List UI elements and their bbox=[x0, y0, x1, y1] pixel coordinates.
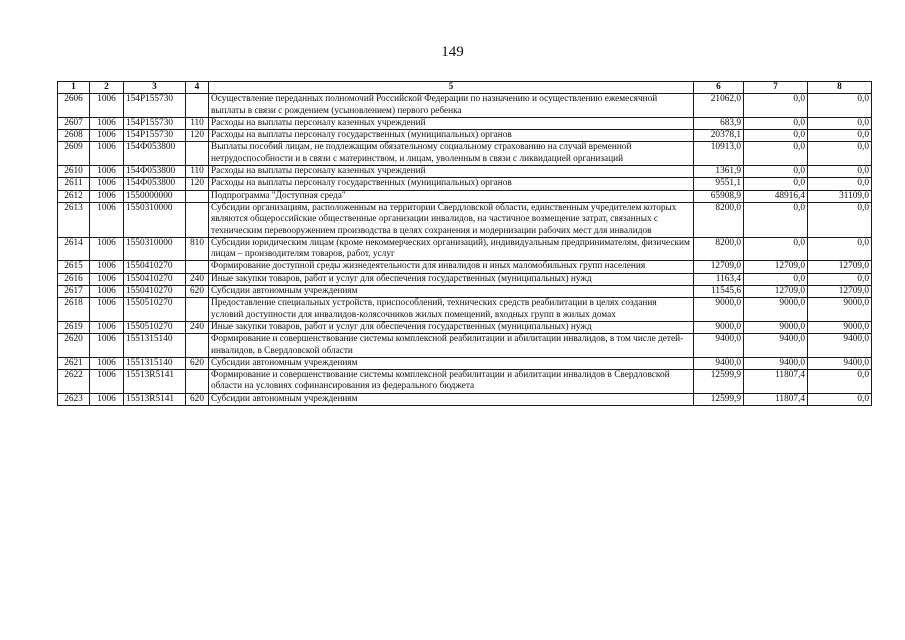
target-article-code: 1550410270 bbox=[124, 273, 186, 285]
amount-col-8: 0,0 bbox=[808, 393, 872, 405]
col-header-1: 1 bbox=[58, 82, 90, 94]
expense-type-code bbox=[186, 94, 209, 118]
target-article-code: 1550310000 bbox=[124, 202, 186, 237]
expense-type-code: 120 bbox=[186, 178, 209, 190]
row-number: 2606 bbox=[58, 94, 90, 118]
amount-col-8: 9400,0 bbox=[808, 357, 872, 369]
amount-col-8: 0,0 bbox=[808, 273, 872, 285]
target-article-code: 1550510270 bbox=[124, 298, 186, 322]
expense-type-code: 810 bbox=[186, 237, 209, 261]
row-number: 2614 bbox=[58, 237, 90, 261]
amount-col-8: 0,0 bbox=[808, 202, 872, 237]
expense-type-code bbox=[186, 202, 209, 237]
amount-col-6: 9400,0 bbox=[694, 334, 744, 358]
amount-col-7: 9000,0 bbox=[744, 298, 808, 322]
expense-type-code bbox=[186, 142, 209, 166]
section-code: 1006 bbox=[90, 142, 124, 166]
row-number: 2617 bbox=[58, 286, 90, 298]
col-header-4: 4 bbox=[186, 82, 209, 94]
expense-type-code: 120 bbox=[186, 130, 209, 142]
amount-col-8: 0,0 bbox=[808, 142, 872, 166]
expense-type-code: 620 bbox=[186, 357, 209, 369]
expense-type-code bbox=[186, 334, 209, 358]
table-row bbox=[58, 298, 872, 322]
target-article-code: 154Ф053800 bbox=[124, 178, 186, 190]
amount-col-8: 0,0 bbox=[808, 237, 872, 261]
section-code: 1006 bbox=[90, 130, 124, 142]
row-number: 2619 bbox=[58, 321, 90, 333]
expense-type-code bbox=[186, 370, 209, 394]
target-article-code: 154P155730 bbox=[124, 130, 186, 142]
amount-col-7: 0,0 bbox=[744, 142, 808, 166]
target-article-code: 15513R5141 bbox=[124, 370, 186, 394]
table-row bbox=[58, 321, 872, 333]
amount-col-6: 8200,0 bbox=[694, 202, 744, 237]
target-article-code: 1551315140 bbox=[124, 357, 186, 369]
amount-col-6: 10913,0 bbox=[694, 142, 744, 166]
table-row bbox=[58, 334, 872, 358]
amount-col-7: 9400,0 bbox=[744, 357, 808, 369]
row-number: 2611 bbox=[58, 178, 90, 190]
row-description: Расходы на выплаты персоналу казенных учреждений bbox=[209, 117, 694, 129]
table-row bbox=[58, 261, 872, 273]
row-description: Субсидии автономным учреждениям bbox=[209, 393, 694, 405]
amount-col-8: 12709,0 bbox=[808, 261, 872, 273]
row-number: 2610 bbox=[58, 166, 90, 178]
table-row bbox=[58, 286, 872, 298]
row-description: Подпрограмма "Доступная среда" bbox=[209, 190, 694, 202]
amount-col-6: 21062,0 bbox=[694, 94, 744, 118]
amount-col-8: 9400,0 bbox=[808, 334, 872, 358]
target-article-code: 1550310000 bbox=[124, 237, 186, 261]
row-description: Формирование и совершенствование системы комплексной реабилитации и абилитации инвалидов в Свердловской области на условиях софинансирования из федерального бюджета bbox=[209, 370, 694, 394]
target-article-code: 154Ф053800 bbox=[124, 166, 186, 178]
amount-col-7: 9400,0 bbox=[744, 334, 808, 358]
section-code: 1006 bbox=[90, 178, 124, 190]
row-description: Иные закупки товаров, работ и услуг для обеспечения государственных (муниципальных) нужд bbox=[209, 321, 694, 333]
row-number: 2621 bbox=[58, 357, 90, 369]
amount-col-8: 0,0 bbox=[808, 130, 872, 142]
table-row bbox=[58, 273, 872, 285]
amount-col-7: 0,0 bbox=[744, 130, 808, 142]
table-row bbox=[58, 166, 872, 178]
table-row bbox=[58, 130, 872, 142]
section-code: 1006 bbox=[90, 357, 124, 369]
amount-col-6: 12599,9 bbox=[694, 393, 744, 405]
target-article-code: 1550410270 bbox=[124, 286, 186, 298]
amount-col-6: 8200,0 bbox=[694, 237, 744, 261]
table-row bbox=[58, 142, 872, 166]
amount-col-6: 9400,0 bbox=[694, 357, 744, 369]
section-code: 1006 bbox=[90, 286, 124, 298]
section-code: 1006 bbox=[90, 261, 124, 273]
target-article-code: 154P155730 bbox=[124, 117, 186, 129]
col-header-6: 6 bbox=[694, 82, 744, 94]
row-description: Осуществление переданных полномочий Российской Федерации по назначению и осуществлению ежемесячной выплаты в связи с рождением (усыновлением) первого ребенка bbox=[209, 94, 694, 118]
row-description: Предоставление специальных устройств, приспособлений, технических средств реабилитации в целях создания условий доступности для инвалидов-колясочников жилых помещений, входных групп в жилых домах bbox=[209, 298, 694, 322]
expense-type-code bbox=[186, 190, 209, 202]
amount-col-6: 11545,6 bbox=[694, 286, 744, 298]
amount-col-7: 0,0 bbox=[744, 178, 808, 190]
expense-type-code: 620 bbox=[186, 286, 209, 298]
amount-col-6: 20378,1 bbox=[694, 130, 744, 142]
amount-col-8: 9000,0 bbox=[808, 298, 872, 322]
amount-col-7: 12709,0 bbox=[744, 286, 808, 298]
row-description: Расходы на выплаты персоналу государственных (муниципальных) органов bbox=[209, 178, 694, 190]
amount-col-8: 0,0 bbox=[808, 178, 872, 190]
amount-col-7: 12709,0 bbox=[744, 261, 808, 273]
table-row bbox=[58, 393, 872, 405]
table-row bbox=[58, 357, 872, 369]
target-article-code: 1551315140 bbox=[124, 334, 186, 358]
expense-type-code: 240 bbox=[186, 273, 209, 285]
table-row bbox=[58, 94, 872, 118]
expense-type-code: 110 bbox=[186, 117, 209, 129]
row-description: Формирование и совершенствование системы комплексной реабилитации и абилитации инвалидов, в том числе детей-инвалидов, в Свердловской области bbox=[209, 334, 694, 358]
amount-col-8: 0,0 bbox=[808, 117, 872, 129]
amount-col-6: 9000,0 bbox=[694, 321, 744, 333]
page-number: 149 bbox=[441, 44, 464, 60]
row-description: Субсидии автономным учреждениям bbox=[209, 357, 694, 369]
section-code: 1006 bbox=[90, 321, 124, 333]
col-header-5: 5 bbox=[209, 82, 694, 94]
col-header-8: 8 bbox=[808, 82, 872, 94]
section-code: 1006 bbox=[90, 94, 124, 118]
amount-col-6: 1163,4 bbox=[694, 273, 744, 285]
row-description: Формирование доступной среды жизнедеятельности для инвалидов и иных маломобильных групп населения bbox=[209, 261, 694, 273]
table-row bbox=[58, 117, 872, 129]
row-description: Субсидии организациям, расположенным на территории Свердловской области, единственным учредителем которых являются общероссийские общественные организации инвалидов, на частичное возмещение затрат, связанных с техническим перевооружением производства в целях сохранения и модернизации рабочих мест для инвалидов bbox=[209, 202, 694, 237]
row-description: Расходы на выплаты персоналу казенных учреждений bbox=[209, 166, 694, 178]
target-article-code: 154P155730 bbox=[124, 94, 186, 118]
amount-col-7: 0,0 bbox=[744, 237, 808, 261]
table-row bbox=[58, 202, 872, 237]
section-code: 1006 bbox=[90, 166, 124, 178]
section-code: 1006 bbox=[90, 190, 124, 202]
row-description: Субсидии юридическим лицам (кроме некоммерческих организаций), индивидуальным предпринимателям, физическим лицам – производителям товаров, работ, услуг bbox=[209, 237, 694, 261]
row-number: 2618 bbox=[58, 298, 90, 322]
row-number: 2609 bbox=[58, 142, 90, 166]
col-header-2: 2 bbox=[90, 82, 124, 94]
amount-col-7: 9000,0 bbox=[744, 321, 808, 333]
row-description: Расходы на выплаты персоналу государственных (муниципальных) органов bbox=[209, 130, 694, 142]
amount-col-6: 65908,9 bbox=[694, 190, 744, 202]
target-article-code: 1550000000 bbox=[124, 190, 186, 202]
col-header-3: 3 bbox=[124, 82, 186, 94]
table-row bbox=[58, 370, 872, 394]
amount-col-6: 1361,9 bbox=[694, 166, 744, 178]
amount-col-6: 9551,1 bbox=[694, 178, 744, 190]
row-number: 2615 bbox=[58, 261, 90, 273]
section-code: 1006 bbox=[90, 117, 124, 129]
row-number: 2616 bbox=[58, 273, 90, 285]
amount-col-7: 11807,4 bbox=[744, 393, 808, 405]
amount-col-8: 9000,0 bbox=[808, 321, 872, 333]
amount-col-8: 0,0 bbox=[808, 94, 872, 118]
target-article-code: 1550410270 bbox=[124, 261, 186, 273]
target-article-code: 154Ф053800 bbox=[124, 142, 186, 166]
row-number: 2613 bbox=[58, 202, 90, 237]
section-code: 1006 bbox=[90, 298, 124, 322]
table-body bbox=[58, 94, 872, 406]
row-number: 2622 bbox=[58, 370, 90, 394]
row-number: 2608 bbox=[58, 130, 90, 142]
section-code: 1006 bbox=[90, 237, 124, 261]
amount-col-6: 683,9 bbox=[694, 117, 744, 129]
amount-col-8: 31109,0 bbox=[808, 190, 872, 202]
row-number: 2623 bbox=[58, 393, 90, 405]
row-number: 2607 bbox=[58, 117, 90, 129]
table-row bbox=[58, 190, 872, 202]
section-code: 1006 bbox=[90, 202, 124, 237]
col-header-7: 7 bbox=[744, 82, 808, 94]
amount-col-7: 0,0 bbox=[744, 94, 808, 118]
amount-col-8: 0,0 bbox=[808, 166, 872, 178]
row-number: 2620 bbox=[58, 334, 90, 358]
amount-col-6: 12599,9 bbox=[694, 370, 744, 394]
row-description: Субсидии автономным учреждениям bbox=[209, 286, 694, 298]
expense-type-code bbox=[186, 261, 209, 273]
header-row bbox=[58, 82, 872, 94]
row-number: 2612 bbox=[58, 190, 90, 202]
amount-col-8: 12709,0 bbox=[808, 286, 872, 298]
target-article-code: 15513R5141 bbox=[124, 393, 186, 405]
amount-col-7: 0,0 bbox=[744, 273, 808, 285]
row-description: Иные закупки товаров, работ и услуг для обеспечения государственных (муниципальных) нужд bbox=[209, 273, 694, 285]
section-code: 1006 bbox=[90, 273, 124, 285]
amount-col-6: 9000,0 bbox=[694, 298, 744, 322]
section-code: 1006 bbox=[90, 393, 124, 405]
section-code: 1006 bbox=[90, 334, 124, 358]
amount-col-8: 0,0 bbox=[808, 370, 872, 394]
amount-col-7: 48916,4 bbox=[744, 190, 808, 202]
amount-col-7: 0,0 bbox=[744, 117, 808, 129]
amount-col-7: 11807,4 bbox=[744, 370, 808, 394]
section-code: 1006 bbox=[90, 370, 124, 394]
expense-type-code: 240 bbox=[186, 321, 209, 333]
amount-col-7: 0,0 bbox=[744, 166, 808, 178]
budget-table bbox=[57, 81, 872, 406]
amount-col-6: 12709,0 bbox=[694, 261, 744, 273]
target-article-code: 1550510270 bbox=[124, 321, 186, 333]
amount-col-7: 0,0 bbox=[744, 202, 808, 237]
row-description: Выплаты пособий лицам, не подлежащим обязательному социальному страхованию на случай временной нетрудоспособности и в связи с материнством, и лицам, уволенным в связи с ликвидацией организаций bbox=[209, 142, 694, 166]
expense-type-code: 620 bbox=[186, 393, 209, 405]
table-row bbox=[58, 178, 872, 190]
expense-type-code bbox=[186, 298, 209, 322]
expense-type-code: 110 bbox=[186, 166, 209, 178]
table-row bbox=[58, 237, 872, 261]
